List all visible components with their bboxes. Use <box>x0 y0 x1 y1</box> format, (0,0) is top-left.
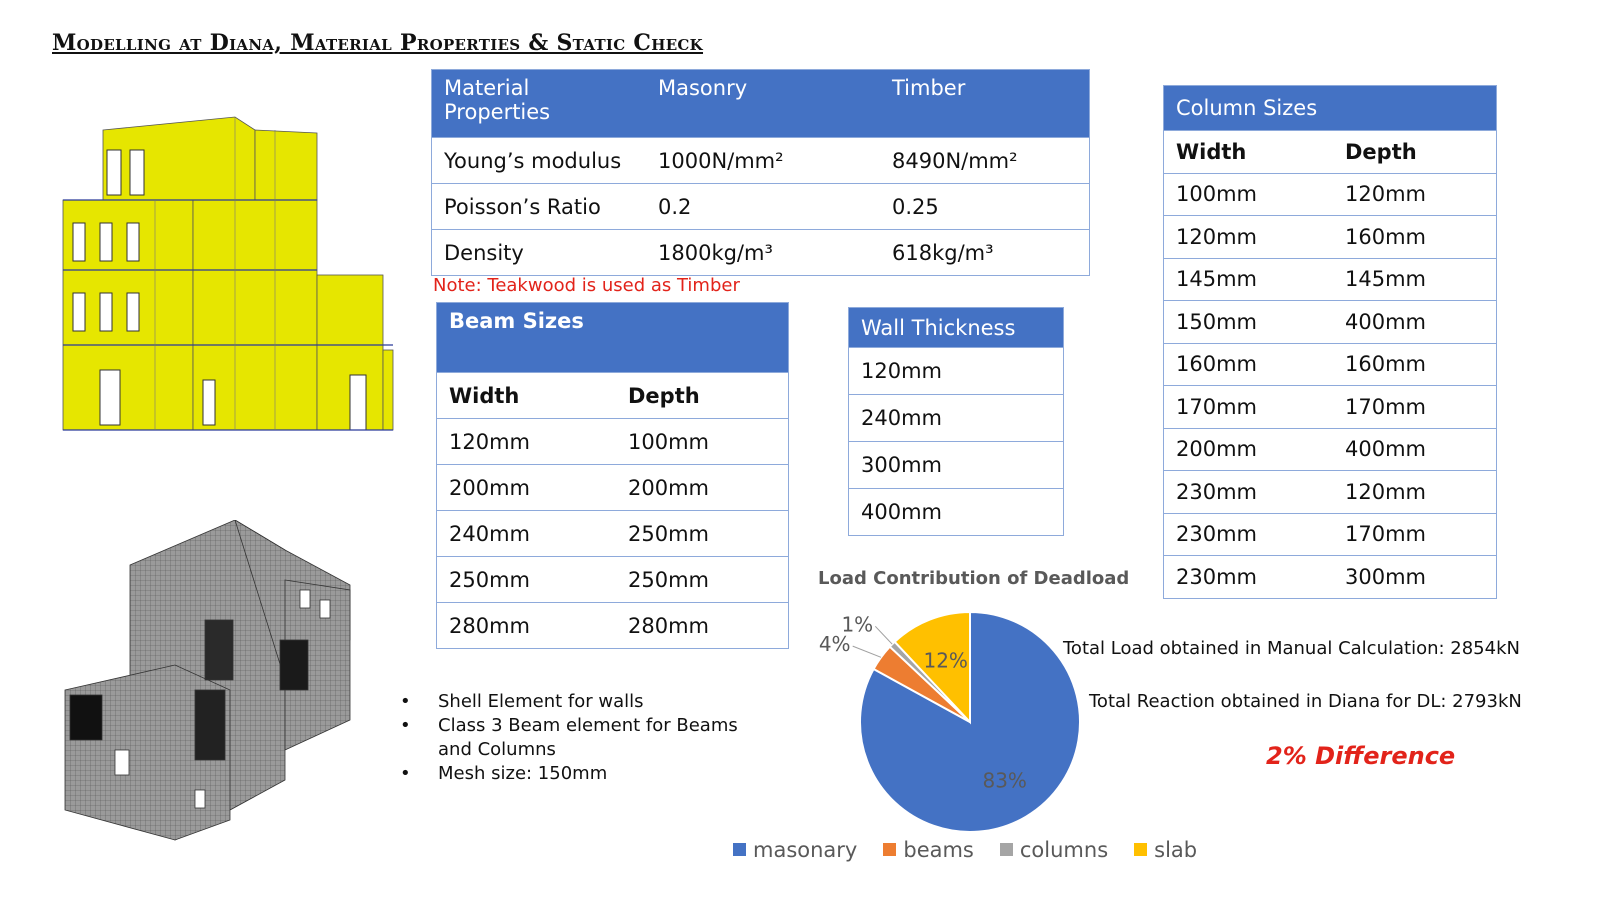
deadload-pie-chart <box>810 595 1100 835</box>
table-row <box>432 184 1090 230</box>
property-name: Poisson’s Ratio <box>432 184 647 230</box>
column-width: 230mm <box>1164 556 1334 599</box>
legend-label: beams <box>903 838 974 862</box>
table-row <box>1164 258 1497 301</box>
data-label-slab: 12% <box>923 648 968 673</box>
legend-item-columns <box>1000 838 1108 862</box>
timber-value: 618kg/m³ <box>880 230 1090 276</box>
column-width: 230mm <box>1164 513 1334 556</box>
page-title: Modelling at Diana, Material Properties & Static Check <box>52 30 704 56</box>
beam-sizes-title: Beam Sizes <box>449 309 584 333</box>
property-name: Young’s modulus <box>432 138 647 184</box>
column-depth: 170mm <box>1333 386 1497 429</box>
mesh-model-image <box>55 520 375 850</box>
wall-thickness-value: 120mm <box>849 348 1064 395</box>
wall-thickness-value: 400mm <box>849 489 1064 536</box>
table-row <box>432 138 1090 184</box>
data-label-columns: 1% <box>841 612 874 637</box>
timber-value: 0.25 <box>880 184 1090 230</box>
table-row <box>437 419 789 465</box>
header-depth: Depth <box>1333 131 1497 174</box>
legend-item-slab <box>1134 838 1197 862</box>
table-row <box>849 395 1064 442</box>
legend-label: masonary <box>753 838 858 862</box>
table-row <box>1164 343 1497 386</box>
column-depth: 120mm <box>1333 173 1497 216</box>
chart-title: Load Contribution of Deadload <box>818 568 1130 589</box>
column-sizes-title: Column Sizes <box>1176 96 1318 120</box>
table-row <box>849 489 1064 536</box>
data-label-beams: 4% <box>818 632 851 657</box>
legend-item-beams <box>883 838 974 862</box>
beam-sizes-table <box>436 302 789 649</box>
header-masonry: Masonry <box>658 76 748 100</box>
table-row <box>437 557 789 603</box>
header-width: Width <box>1164 131 1334 174</box>
table-row <box>1164 216 1497 259</box>
beam-width: 120mm <box>437 419 617 465</box>
chart-legend <box>733 838 1197 862</box>
table-row <box>1164 386 1497 429</box>
beam-depth: 280mm <box>616 603 789 649</box>
manual-total-load: Total Load obtained in Manual Calculation: 2854kN <box>1063 638 1520 659</box>
masonry-value: 0.2 <box>646 184 880 230</box>
column-depth: 160mm <box>1333 343 1497 386</box>
legend-swatch <box>1134 843 1147 856</box>
legend-swatch <box>883 843 896 856</box>
wall-thickness-table <box>848 307 1064 536</box>
elevation-model-image <box>55 105 400 435</box>
data-label-masonary: 83% <box>982 768 1027 793</box>
column-depth: 300mm <box>1333 556 1497 599</box>
list-item: • Shell Element for walls <box>400 690 738 714</box>
beam-depth: 100mm <box>616 419 789 465</box>
table-row <box>437 603 789 649</box>
beam-width: 280mm <box>437 603 617 649</box>
column-width: 200mm <box>1164 428 1334 471</box>
table-row <box>1164 556 1497 599</box>
beam-depth: 250mm <box>616 557 789 603</box>
legend-swatch <box>733 843 746 856</box>
header-width: Width <box>437 373 617 419</box>
column-depth: 400mm <box>1333 301 1497 344</box>
header-timber: Timber <box>892 76 966 100</box>
legend-item-masonary <box>733 838 857 862</box>
table-row <box>849 348 1064 395</box>
column-sizes-table <box>1163 85 1497 599</box>
table-row <box>849 442 1064 489</box>
table-row <box>1164 428 1497 471</box>
wall-thickness-value: 300mm <box>849 442 1064 489</box>
leader-line <box>875 626 892 644</box>
table-row <box>1164 513 1497 556</box>
list-item: • Class 3 Beam element for Beams and Columns <box>400 714 738 762</box>
column-width: 120mm <box>1164 216 1334 259</box>
column-width: 160mm <box>1164 343 1334 386</box>
column-depth: 400mm <box>1333 428 1497 471</box>
wall-thickness-value: 240mm <box>849 395 1064 442</box>
beam-depth: 250mm <box>616 511 789 557</box>
legend-swatch <box>1000 843 1013 856</box>
column-width: 150mm <box>1164 301 1334 344</box>
table-row <box>437 511 789 557</box>
column-depth: 120mm <box>1333 471 1497 514</box>
column-depth: 170mm <box>1333 513 1497 556</box>
column-width: 100mm <box>1164 173 1334 216</box>
column-depth: 145mm <box>1333 258 1497 301</box>
legend-label: slab <box>1154 838 1198 862</box>
beam-width: 240mm <box>437 511 617 557</box>
legend-label: columns <box>1019 838 1109 862</box>
beam-width: 250mm <box>437 557 617 603</box>
masonry-value: 1800kg/m³ <box>646 230 880 276</box>
column-width: 170mm <box>1164 386 1334 429</box>
beam-width: 200mm <box>437 465 617 511</box>
header-material-properties: Material Properties <box>444 76 551 124</box>
property-name: Density <box>432 230 647 276</box>
column-depth: 160mm <box>1333 216 1497 259</box>
list-item: • Mesh size: 150mm <box>400 762 738 786</box>
table-row <box>437 465 789 511</box>
table-row <box>1164 301 1497 344</box>
masonry-value: 1000N/mm² <box>646 138 880 184</box>
header-depth: Depth <box>616 373 789 419</box>
timber-value: 8490N/mm² <box>880 138 1090 184</box>
wall-thickness-title: Wall Thickness <box>861 315 1016 340</box>
table-row <box>1164 471 1497 514</box>
modelling-notes-list <box>400 690 738 786</box>
difference-label: 2% Difference <box>1266 742 1456 770</box>
table-row <box>432 230 1090 276</box>
beam-depth: 200mm <box>616 465 789 511</box>
column-width: 145mm <box>1164 258 1334 301</box>
diana-total-reaction: Total Reaction obtained in Diana for DL: 2793kN <box>1089 691 1522 712</box>
timber-note: Note: Teakwood is used as Timber <box>433 275 740 296</box>
leader-line <box>853 646 881 657</box>
column-width: 230mm <box>1164 471 1334 514</box>
material-properties-table <box>431 69 1090 276</box>
table-row <box>1164 173 1497 216</box>
